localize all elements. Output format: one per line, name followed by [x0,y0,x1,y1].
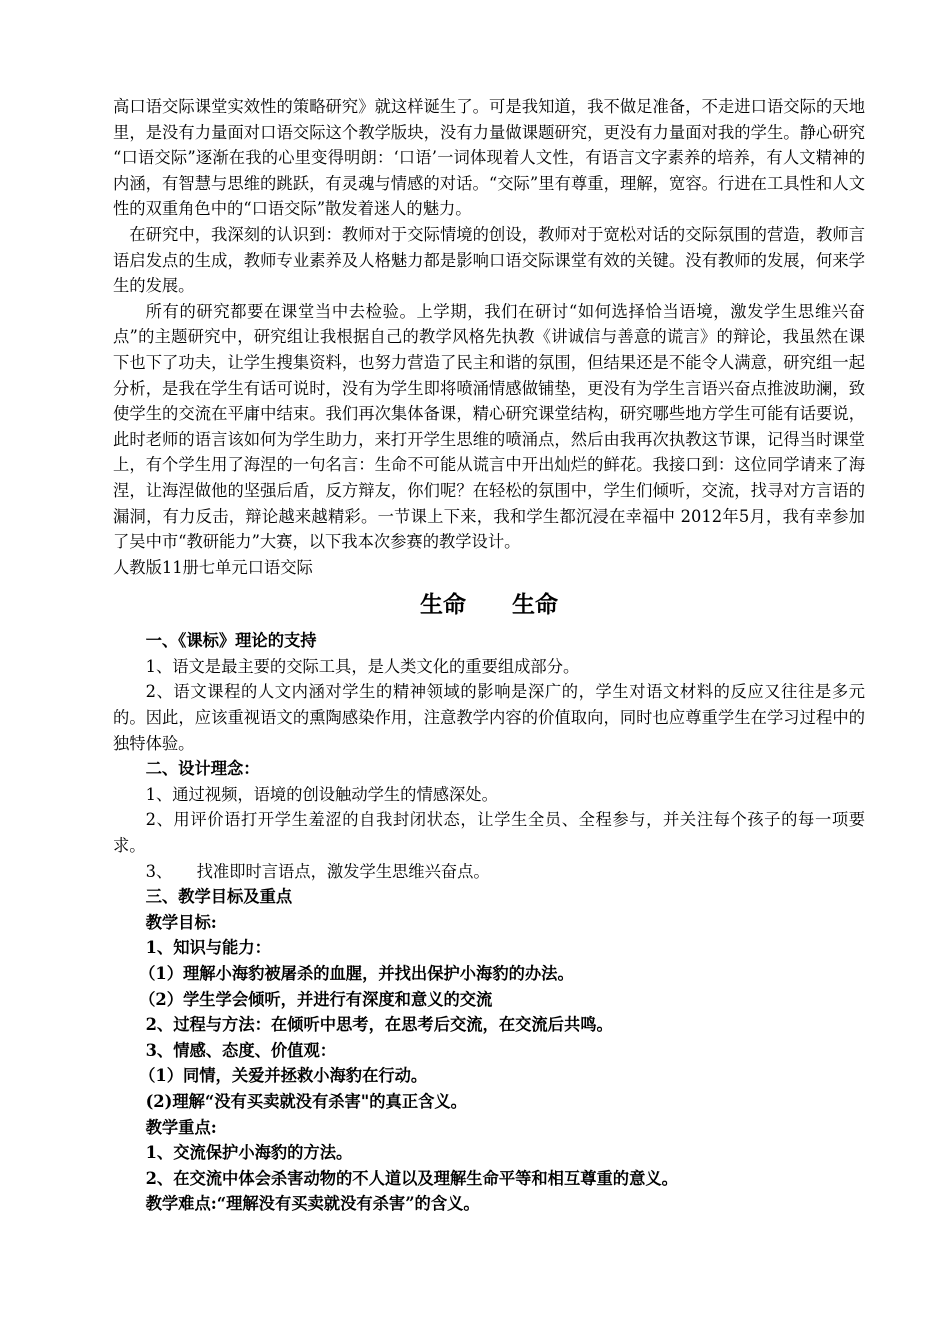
paragraph-2: 在研究中，我深刻的认识到：教师对于交际情境的创设，教师对于宽松对话的交际氛围的营造，教师言语启发点的生成，教师专业素养及人格魅力都是影响口语交际课堂有效的关键。没有教师的发展，何来学生的发展。 [113,224,865,296]
key-1: 1、交流保护小海豹的方法。 [145,1143,353,1163]
document-page [113,94,871,1217]
difficulty: 教学难点:“理解没有买卖就没有杀害”的含义。 [145,1194,480,1214]
goal-3-2: (2)理解“没有买卖就没有杀害"的真正含义。 [145,1091,467,1111]
goal-3: 3、情感、态度、价值观： [145,1040,337,1060]
section-2-item-3: 3、 找准即时言语点，激发学生思维兴奋点。 [145,861,490,881]
goal-label: 教学目标: [145,912,217,932]
paragraph-1: 高口语交际课堂实效性的策略研究》就这样诞生了。可是我知道，我不做足准备，不走进口语交际的天地里，是没有力量面对口语交际这个教学版块，没有力量做课题研究，更没有力量面对我的学生。静心研究 “口语交际”逐渐在我的心里变得明朗：‘口语’一词体现着人文性，有语言文字素养的培养，有人文精神的内涵，有智慧与思维的跳跃，有灵魂与情感的对话。“交际”里有尊重，理解，宽容。行进在工具性和人文性的双重角色中的“口语交际”散发着迷人的魅力。 [113,97,871,219]
key-label: 教学重点: [145,1117,217,1137]
section-2-heading: 二、设计理念： [145,759,260,779]
goal-3-1: （1）同情，关爱并拯救小海豹在行动。 [139,1066,428,1086]
section-3-heading: 三、教学目标及重点 [145,887,293,907]
key-2: 2、在交流中体会杀害动物的不人道以及理解生命平等和相互尊重的意义。 [145,1168,678,1188]
lesson-title [113,590,865,620]
goal-1: 1、知识与能力： [145,938,271,958]
unit-label: 人教版11册七单元口语交际 [113,557,313,577]
goal-1-1: （1）理解小海豹被屠杀的血腥，并找出保护小海豹的办法。 [139,964,574,983]
section-2-item-2: 2、用评价语打开学生羞涩的自我封闭状态，让学生全员、全程参与，并关注每个孩子的每一项要求。 [113,810,865,856]
goal-1-2: （2）学生学会倾听，并进行有深度和意义的交流 [139,989,493,1009]
paragraph-3: 所有的研究都要在课堂当中去检验。上学期，我们在研讨“如何选择恰当语境，激发学生思维兴奋点”的主题研究中，研究组让我根据自己的教学风格先执教《讲诚信与善意的谎言》的辩论，我虽然在课下也下了功夫，让学生搜集资料，也努力营造了民主和谐的氛围，但结果还是不能令人满意，研究组一起分析，是我在学生有话可说时，没有为学生即将喷涌情感做铺垫，更没有为学生言语兴奋点推波助澜，致使学生的交流在平庸中结束。我们再次集体备课，精心研究课堂结构，研究哪些地方学生可能有话要说，此时老师的语言该如何为学生助力，来打开学生思维的喷涌点，然后由我再次执教这节课，记得当时课堂上，有个学生用了海涅的一句名言：生命不可能从谎言中开出灿烂的鲜花。我接口到：这位同学请来了海涅，让海涅做他的坚强后盾，反方辩友，你们呢？在轻松的氛围中，学生们倾听，交流，找寻对方言语的漏洞，有力反击，辩论越来越精彩。一节课上下来，我和学生都沉浸在幸福中 2012年5月，我有幸参加了吴中市“教研能力”大赛，以下我本次参赛的教学设计。 [113,301,865,552]
goal-2: 2、过程与方法：在倾听中思考，在思考后交流，在交流后共鸣。 [145,1015,613,1035]
section-2-item-1: 1、通过视频，语境的创设触动学生的情感深处。 [145,784,498,804]
section-1-item-2: 2、语文课程的人文内涵对学生的精神领域的影响是深广的，学生对语文材料的反应又往往是多元的。因此，应该重视语文的熏陶感染作用，注意教学内容的价值取向，同时也应尊重学生在学习过程中的独特体验。 [113,682,865,753]
section-1-item-1: 1、语文是最主要的交际工具，是人类文化的重要组成部分。 [145,656,580,676]
section-1-heading: 一、《课标》理论的支持 [145,631,317,651]
lesson-title-text: 生命 生命 [420,591,558,619]
